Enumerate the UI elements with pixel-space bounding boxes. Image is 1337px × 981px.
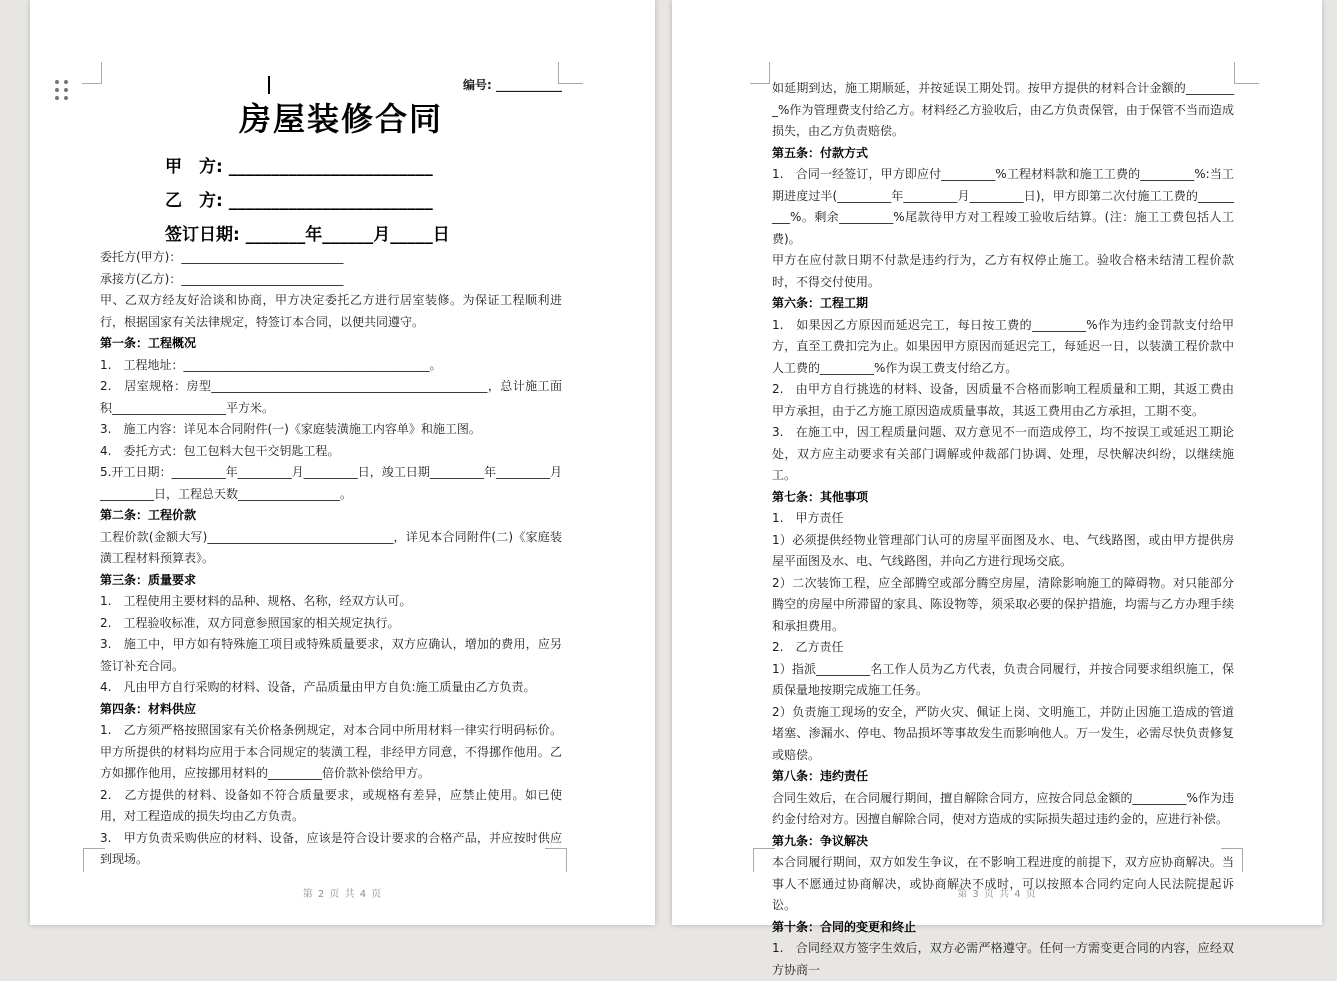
section-heading: 第三条：质量要求 — [100, 572, 197, 587]
text-boundary-mark — [750, 62, 770, 84]
paragraph: 工程价款(金额大写)_______________________________，详见本合同附件(二)《家庭装潢工程材料预算表》。 — [100, 529, 562, 565]
paragraph: 1）必须提供经物业管理部门认可的房屋平面图及水、电、气线路图，或由甲方提供房屋平面图及水、电、气线路图，并向乙方进行现场交底。 — [772, 532, 1234, 568]
paragraph: 1. 乙方须严格按照国家有关价格条例规定，对本合同中所用材料一律实行明码标价。甲方所提供的材料均应用于本合同规定的装潢工程，非经甲方同意，不得挪作他用。乙方如挪作他用，应按挪用材料的_________倍价款补偿给甲方。 — [100, 723, 562, 780]
paragraph: 5.开工日期：_________年_________月_________日，竣工日期_________年_________月_________日，工程总天数_________________。 — [100, 465, 562, 501]
paragraph: 1. 工程使用主要材料的品种、规格、名称，经双方认可。 — [100, 594, 412, 608]
section-heading: 第一条：工程概况 — [100, 336, 197, 350]
paragraph: 如延期到达，施工期顺延，并按延误工期处罚。按甲方提供的材料合计金额的_________%作为管理费支付给乙方。材料经乙方验收后，由乙方负责保管，由于保管不当而造成损失，由乙方负责赔偿。 — [772, 81, 1234, 138]
section-heading: 第九条：争议解决 — [772, 833, 869, 848]
paragraph: 1）指派_________名工作人员为乙方代表，负责合同履行，并按合同要求组织施工，保质保量地按期完成施工任务。 — [772, 661, 1234, 697]
paragraph: 3. 甲方负责采购供应的材料、设备，应该是符合设计要求的合格产品，并应按时供应到现场。 — [100, 830, 562, 866]
section-heading: 第四条：材料供应 — [100, 701, 197, 716]
paragraph: 4. 委托方式：包工包料大包干交钥匙工程。 — [100, 443, 340, 458]
doc-number-row — [100, 76, 562, 93]
section-heading: 第七条：其他事项 — [772, 489, 869, 504]
paragraph: 1. 甲方责任 — [772, 511, 844, 525]
paragraph: 2. 由甲方自行挑选的材料、设备，因质量不合格而影响工程质量和工期，其返工费由甲方承担，由于乙方施工原因造成质量事故，其返工费用由乙方承担，工期不变。 — [772, 382, 1234, 418]
section-heading: 第八条：违约责任 — [772, 769, 869, 783]
paragraph: 2）二次装饰工程，应全部腾空或部分腾空房屋，清除影响施工的障碍物。对只能部分腾空的房屋中所滞留的家具、陈设物等，须采取必要的保护措施，均需与乙方办理手续和承担费用。 — [772, 575, 1234, 633]
paragraph: 委托方(甲方)：___________________________ — [100, 250, 344, 264]
paragraph: 1. 合同一经签订，甲方即应付_________%工程材料款和施工工费的_________%:当工期进度过半(_________年_________月_________日)，甲方即第二次付施工工费的_________%。剩余_________%尾款待甲方对工程竣工验收后结算。(注：施工工费包括人工费)。 — [772, 167, 1234, 246]
party-b-line: 乙 方: ________________________ — [165, 191, 433, 211]
section-heading: 第二条：工程价款 — [100, 508, 197, 522]
sign-date-line: 签订日期: _______年______月_____日 — [165, 225, 450, 245]
doc-number-label: 编号: — [463, 78, 492, 92]
paragraph: 承接方(乙方)：___________________________ — [100, 271, 344, 286]
paragraph: 本合同履行期间，双方如发生争议，在不影响工程进度的前提下，双方应协商解决。当事人不愿通过协商解决，或协商解决不成时，可以按照本合同约定向人民法院提起诉讼。 — [772, 855, 1234, 912]
paragraph: 2. 乙方责任 — [772, 640, 844, 654]
paragraph: 2）负责施工现场的安全，严防火灾、佩证上岗、文明施工，并防止因施工造成的管道堵塞、渗漏水、停电、物品损坏等事故发生而影响他人。万一发生，必需尽快负责修复或赔偿。 — [772, 704, 1234, 762]
text-boundary-mark — [82, 62, 102, 84]
paragraph: 4. 凡由甲方自行采购的材料、设备，产品质量由甲方自负:施工质量由乙方负责。 — [100, 680, 536, 694]
paragraph: 3. 施工内容：详见本合同附件(一)《家庭装潢施工内容单》和施工图。 — [100, 422, 481, 436]
page-3-content — [772, 78, 1234, 981]
paragraph: 2. 乙方提供的材料、设备如不符合质量要求，或规格有差异，应禁止使用。如已使用，对工程造成的损失均由乙方负责。 — [100, 787, 562, 823]
paragraph: 甲方在应付款日期不付款是违约行为，乙方有权停止施工。验收合格未结清工程价款时，不得交付使用。 — [772, 253, 1234, 289]
paragraph: 1. 工程地址：_________________________________________。 — [100, 357, 442, 372]
page-3-body — [772, 78, 1234, 981]
page-3 — [672, 0, 1322, 977]
section-heading: 第五条：付款方式 — [772, 145, 869, 160]
page-3-footer: 第 3 页 共 4 页 — [957, 889, 1037, 900]
paragraph: 2. 居室规格：房型______________________________________________，总计施工面积___________________平方米。 — [100, 379, 562, 415]
paragraph: 1. 合同经双方签字生效后，双方必需严格遵守。任何一方需变更合同的内容，应经双方协商一 — [772, 941, 1234, 977]
party-a-line: 甲 方: ________________________ — [165, 157, 433, 177]
paragraph: 合同生效后，在合同履行期间，擅自解除合同方，应按合同总金额的_________%作为违约金付给对方。因擅自解除合同，使对方造成的实际损失超过违约金的，应进行补偿。 — [772, 790, 1234, 826]
page-2-footer: 第 2 页 共 4 页 — [302, 889, 383, 900]
doc-number-blank: ___________ — [496, 78, 562, 92]
paragraph: 2. 工程验收标准，双方同意参照国家的相关规定执行。 — [100, 615, 400, 630]
paragraph: 3. 在施工中，因工程质量问题、双方意见不一而造成停工，均不按误工或延迟工期论处，双方应主动要求有关部门调解或仲裁部门协调、处理，尽快解决纠纷，以继续施工。 — [772, 425, 1234, 482]
section-heading: 第六条：工程工期 — [772, 296, 869, 310]
paragraph: 1. 如果因乙方原因而延迟完工，每日按工费的_________%作为违约金罚款支付给甲方，直至工费扣完为止。如果因甲方原因而延迟完工，每延迟一日，以装潢工程价款中人工费的_________%作为误工费支付给乙方。 — [772, 317, 1234, 375]
page-2 — [30, 0, 655, 925]
page-2-body — [100, 247, 562, 871]
paragraph: 3. 施工中，甲方如有特殊施工项目或特殊质量要求，双方应确认，增加的费用，应另签订补充合同。 — [100, 637, 562, 673]
drag-handle-icon[interactable] — [55, 80, 72, 104]
text-boundary-mark — [1234, 62, 1259, 84]
contract-title: 房屋装修合同 — [238, 100, 443, 138]
paragraph: 甲、乙双方经友好洽谈和协商，甲方决定委托乙方进行居室装修。为保证工程顺利进行，根据国家有关法律规定，特签订本合同，以便共同遵守。 — [100, 293, 562, 329]
parties-block — [165, 150, 565, 252]
section-heading: 第十条：合同的变更和终止 — [772, 919, 917, 934]
